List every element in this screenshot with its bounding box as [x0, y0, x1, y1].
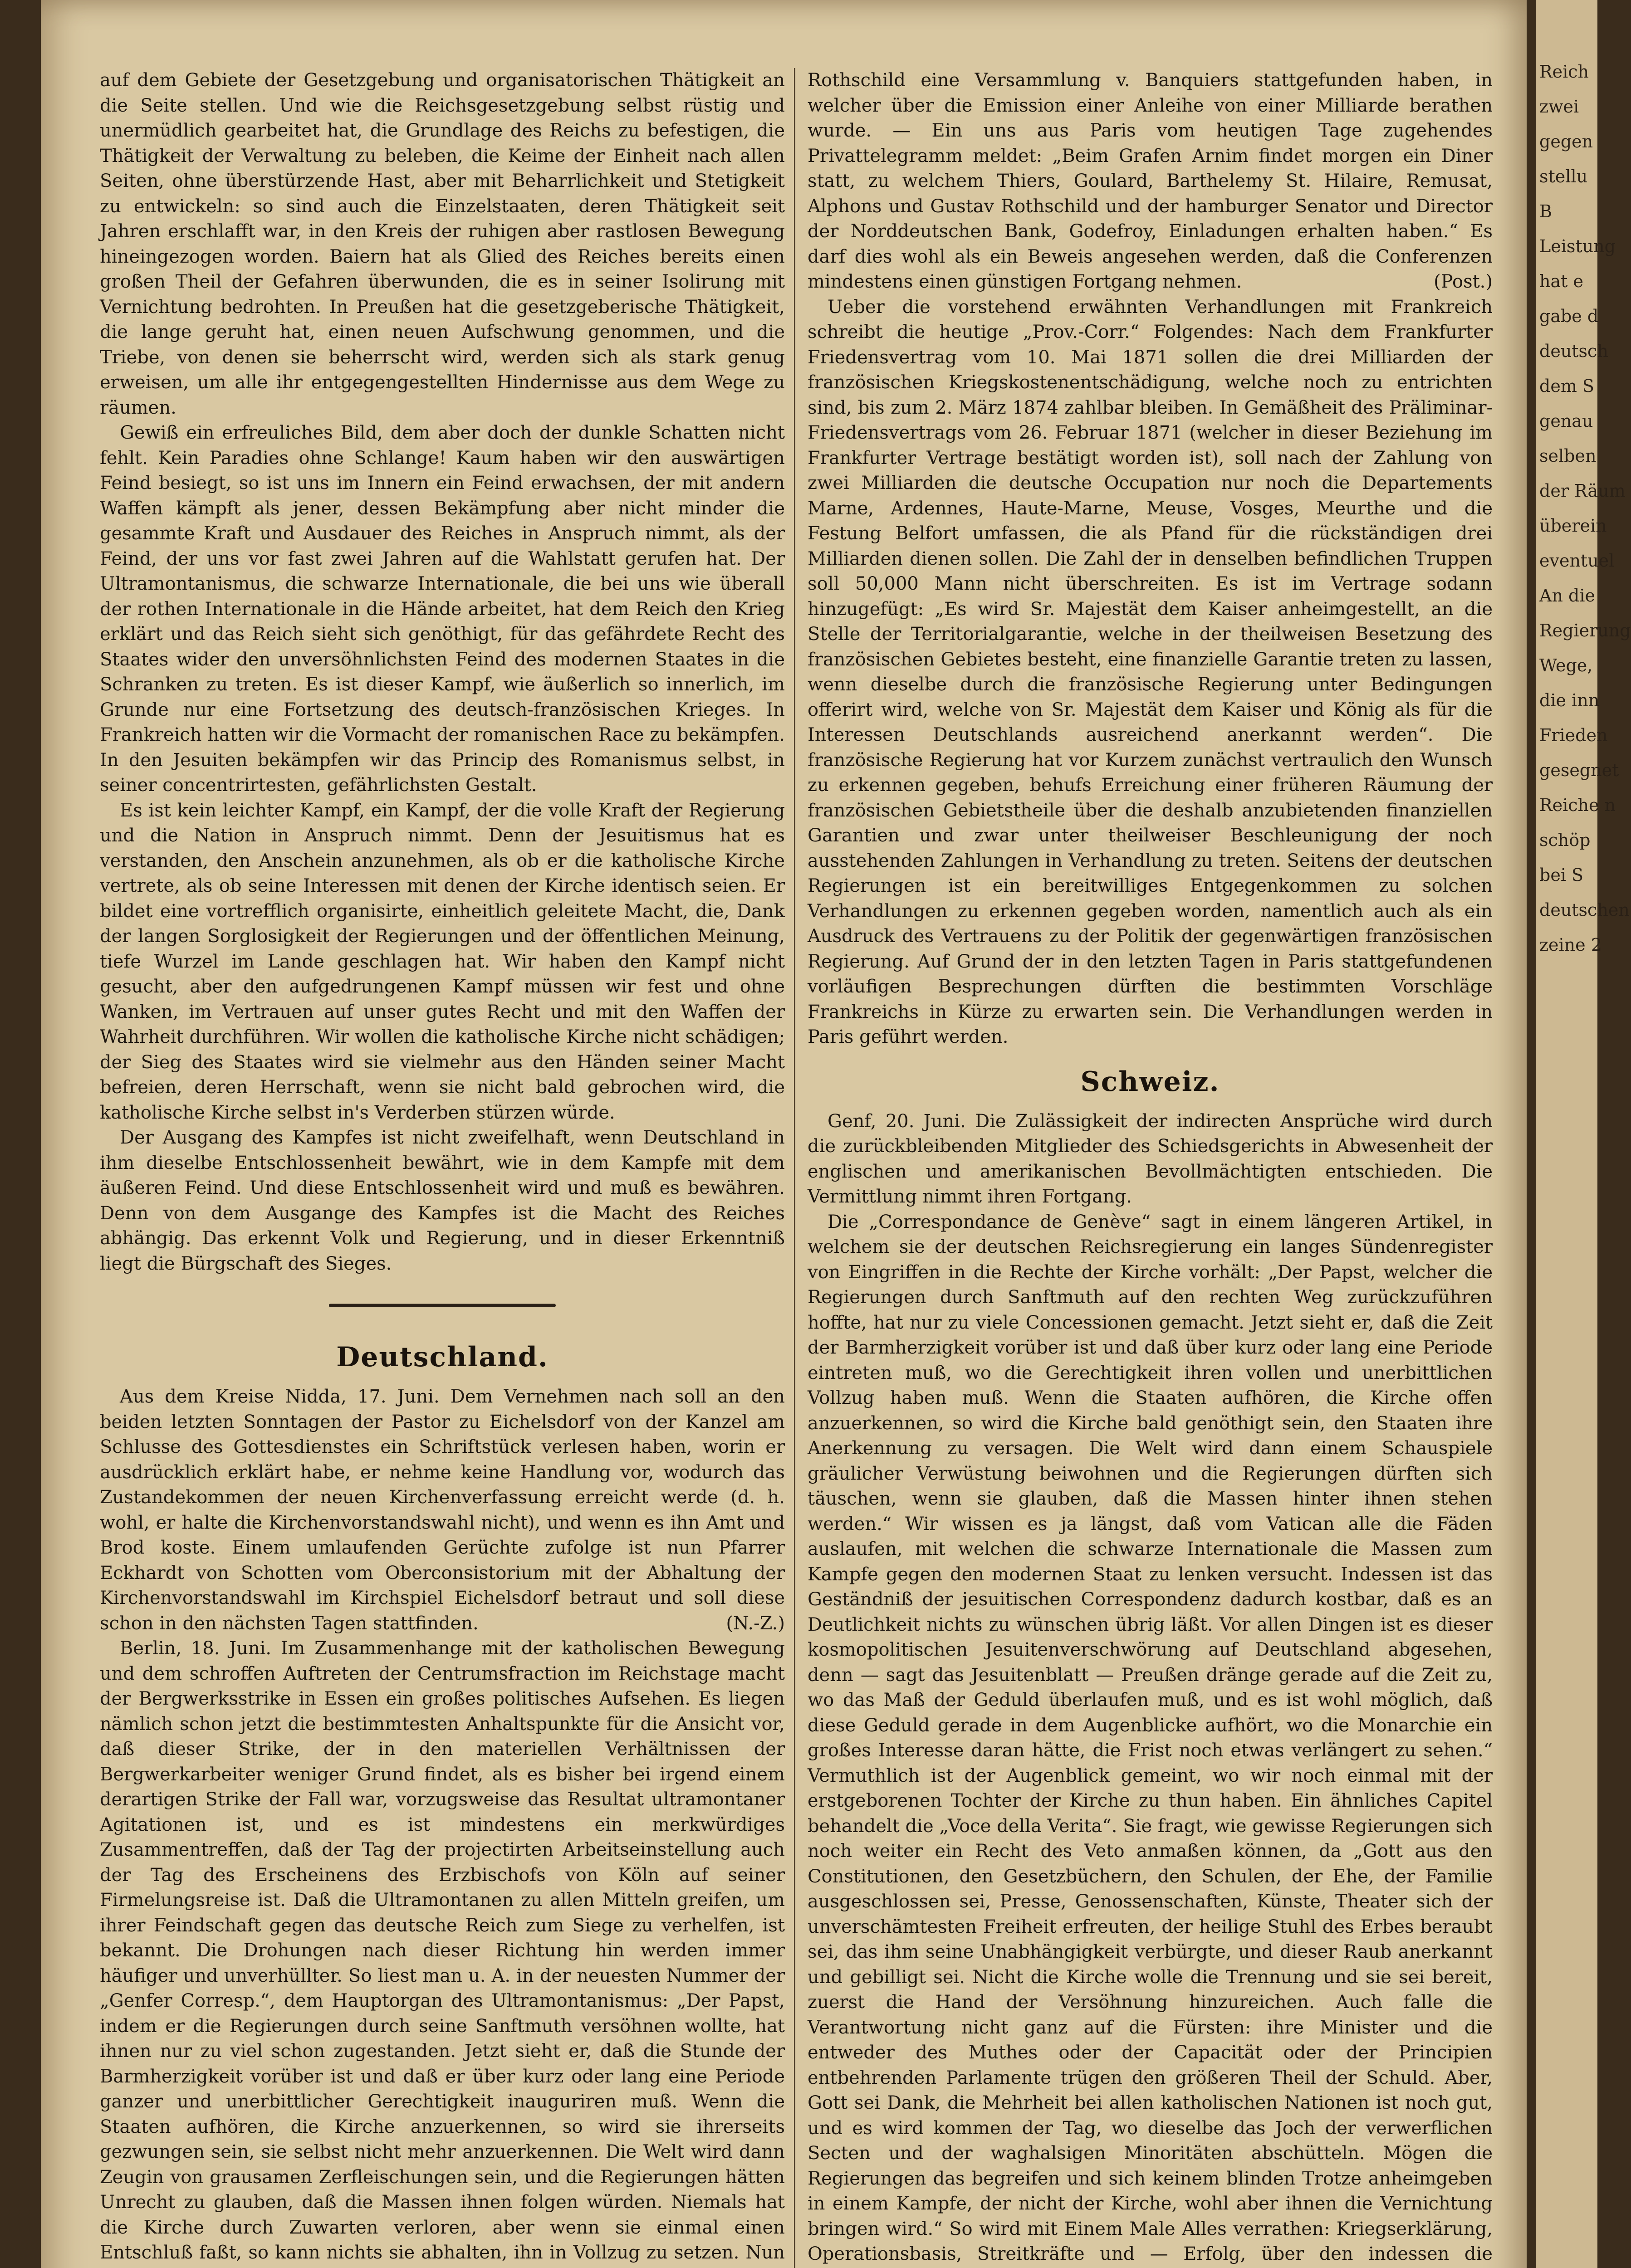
- adjacent-page-fragment: selben: [1539, 446, 1597, 466]
- adjacent-page-fragment: An die: [1539, 586, 1595, 606]
- adjacent-page-fragment: Wege,: [1539, 655, 1593, 675]
- right-column: [808, 68, 1493, 2268]
- section-heading-deutschland: Deutschland.: [336, 1341, 549, 1373]
- adjacent-page-fragment: Regierung: [1539, 621, 1631, 640]
- left-column: [100, 68, 785, 2268]
- article-paragraph: Genf, 20. Juni. Die Zulässigkeit der indirecten Ansprüche wird durch die zurückbleibenden Mitglieder des Schiedsgerichts in Abwesenheit der englischen und amerikanischen Bevollmächtigten entschieden. Die Vermittlung nimmt ihren Fortgang.: [808, 1110, 1493, 1207]
- adjacent-page-fragment: gabe d: [1539, 306, 1599, 326]
- adjacent-page-fragment: Reiche n: [1539, 795, 1616, 815]
- source-signature: (Post.): [1434, 271, 1493, 292]
- adjacent-page-fragment: gesegnet: [1539, 760, 1619, 780]
- adjacent-page-fragment: der Räum: [1539, 481, 1626, 501]
- adjacent-page-fragment: Reich: [1539, 62, 1589, 82]
- adjacent-page-fragment: genau: [1539, 411, 1593, 431]
- adjacent-page-fragment: bei S: [1539, 865, 1584, 885]
- column-divider: [794, 68, 795, 2268]
- source-signature: (N.-Z.): [726, 1613, 785, 1634]
- newspaper-page: [41, 0, 1527, 2268]
- article-paragraph: Die „Correspondance de Genève“ sagt in einem längeren Artikel, in welchem sie der deutschen Reichsregierung ein langes Sündenregister von Eingriffen in die Rechte der Kirche vorhält: „Der Papst, welcher die Regierungen durch Sanftmuth auf den rechten Weg zurückzuführen hoffte, hat nur zu viele Concessionen gemacht. Jetzt sieht er, daß die Zeit der Barmherzigkeit vorüber ist und daß über kurz oder lang eine Periode eintreten muß, wo die Gerechtigkeit ihren vollen und unerbittlichen Vollzug haben muß. Wenn die Staaten aufhören, die Kirche offen anzuerkennen, so wird die Kirche bald genöthigt sein, den Staaten ihre Anerkennung zu versagen. Die Welt wird dann einem Schauspiele gräulicher Verwüstung beiwohnen und die Regierungen dürften sich täuschen, wenn sie glauben, daß die Massen hinter ihnen stehen werden.“ Wir wissen es ja längst, daß vom Vatican alle die Fäden auslaufen, mit welchen die schwarze Internationale die Massen zum Kampfe gegen den modernen Staat zu lenken versucht. Indessen ist das Geständniß der jesuitischen Correspondenz dadurch kostbar, daß es an Deutlichkeit nichts zu wünschen übrig läßt. Vor allen Dingen ist es dieser kosmopolitischen Jesuitenverschwörung auf Deutschland abgesehen, denn — sagt das Jesuitenblatt — Preußen dränge gerade auf die Zeit zu, wo das Maß der Geduld überlaufen muß, und es ist wohl möglich, daß diese Geduld gerade in dem Augenblicke aufhört, wo die Monarchie ein großes Interesse daran hätte, die Frist noch etwas verlängert zu sehen.“ Vermuthlich ist der Augenblick gemeint, wo wir noch einmal mit der erstgeborenen Tochter der Kirche zu thun haben. Ein ähnliches Capitel behandelt die „Voce della Verita“. Sie fragt, wie gewisse Regierungen sich noch weiter ein Recht des Veto anmaßen können, da „Gott aus den Constitutionen, den Gesetzbüchern, den Schulen, der Ehe, der Familie ausgeschlossen sei, Presse, Genossenschaften, Künste, Theater sich der unverschämtesten Freiheit erfreuten, der heilige Stuhl des Erbes beraubt sei, das ihm seine Unabhängigkeit verbürgte, und dieser Raub anerkannt und gebilligt sei. Nicht die Kirche wolle die Trennung und sie sei bereit, zuerst die Hand der Versöhnung hinzureichen. Auch falle die Verantwortung nicht ganz auf die Fürsten: ihre Minister und die entweder des Muthes oder der Capacität oder der Principien entbehrenden Parlamente trügen den größeren Theil der Schuld. Aber, Gott sei Dank, die Mehrheit bei allen katholischen Nationen ist noch gut, und es wird kommen der Tag, wo dieselbe das Joch der verwerflichen Secten und der waghalsigen Minoritäten abschütteln. Mögen die Regierungen das begreifen und sich keinem blinden Trotze anheimgeben in einem Kampfe, der nicht der Kirche, wohl aber ihnen die Vernichtung bringen wird.“ So wird mit Einem Male Alles verrathen: Kriegserklärung, Operationsbasis, Streitkräfte und — Erfolg, über den indessen die: [808, 1211, 1493, 2264]
- paragraph: [808, 68, 1493, 295]
- adjacent-page-fragment: hat e: [1539, 271, 1583, 291]
- adjacent-page-fragment: stellu: [1539, 166, 1588, 186]
- adjacent-page-fragment: überein: [1539, 516, 1607, 536]
- adjacent-page-fragment: B: [1539, 201, 1552, 221]
- paragraph: Der Ausgang des Kampfes ist nicht zweifelhaft, wenn Deutschland in ihm dieselbe Entschlossenheit bewährt, wie in dem Kampfe mit dem äußeren Feind. Und diese Entschlossenheit wird und muß es bewähren. Denn von dem Ausgange des Kampfes ist die Macht des Reiches abhängig. Das erkennt Volk und Regierung, und in dieser Erkenntniß liegt die Bürgschaft des Sieges.: [100, 1127, 785, 1274]
- adjacent-page-fragment: gegen: [1539, 132, 1593, 152]
- paragraph: Es ist kein leichter Kampf, ein Kampf, der die volle Kraft der Regierung und die Nation in Anspruch nimmt. Denn der Jesuitismus hat es verstanden, den Anschein anzunehmen, als ob er die katholische Kirche vertrete, als ob seine Interessen mit denen der Kirche identisch seien. Er bildet eine vortrefflich organisirte, einheitlich geleitete Macht, die, Dank der langen Sorglosigkeit der Regierungen und der öffentlichen Meinung, tiefe Wurzel im Lande geschlagen hat. Wir haben den Kampf nicht gesucht, aber den aufgedrungenen Kampf müssen wir fest und ohne Wanken, im Vertrauen auf unser gutes Recht und mit den Waffen der Wahrheit durchführen. Wir wollen die katholische Kirche nicht schädigen; der Sieg des Staates wird sie vielmehr aus den Händen seiner Macht befreien, deren Herrschaft, wenn sie nicht bald gebrochen wird, die katholische Kirche selbst in's Verderben stürzen würde.: [100, 800, 785, 1123]
- paragraph: Ueber die vorstehend erwähnten Verhandlungen mit Frankreich schreibt die heutige „Prov.-Corr.“ Folgendes: Nach dem Frankfurter Friedensvertrag vom 10. Mai 1871 sollen die drei Milliarden der französischen Kriegskostenentschädigung, welche noch zu entrichten sind, bis zum 2. März 1874 zahlbar bleiben. In Gemäßheit des Präliminar-Friedensvertrags vom 26. Februar 1871 (welcher in dieser Beziehung im Frankfurter Vertrage bestätigt worden ist), soll nach der Zahlung von zwei Milliarden die deutsche Occupation nur noch die Departements Marne, Ardennes, Haute-Marne, Meuse, Vosges, Meurthe und die Festung Belfort umfassen, die als Pfand für die rückständigen drei Milliarden dienen sollen. Die Zahl der in denselben befindlichen Truppen soll 50,000 Mann nicht überschreiten. Es ist im Vertrage sodann hinzugefügt: „Es wird Sr. Majestät dem Kaiser anheimgestellt, an die Stelle der Territorialgarantie, welche in der theilweisen Besetzung des französischen Gebietes besteht, eine finanzielle Garantie treten zu lassen, wenn dieselbe durch die französische Regierung unter Bedingungen offerirt wird, welche von Sr. Majestät dem Kaiser und König als für die Interessen Deutschlands ausreichend anerkannt werden“. Die französische Regierung hat vor Kurzem zunächst vertraulich den Wunsch zu erkennen gegeben, behufs Erreichung einer früheren Räumung der französischen Gebietstheile über die deshalb anzubietenden finanziellen Garantien und zwar unter theilweiser Beschleunigung der noch ausstehenden Zahlungen in Verhandlung zu treten. Seitens der deutschen Regierungen ist ein bereitwilliges Entgegenkommen zu solchen Verhandlungen zu erkennen gegeben worden, namentlich auch als ein Ausdruck des Vertrauens zu der Politik der gegenwärtigen französischen Regierung. Auf Grund der in den letzten Tagen in Paris stattgefundenen vorläufigen Besprechungen dürften die bestimmten Vorschläge Frankreichs in Kürze zu erwarten sein. Die Verhandlungen werden in Paris geführt werden.: [808, 296, 1493, 1047]
- adjacent-page-fragments: [1539, 54, 1631, 963]
- adjacent-page-fragment: deutsch: [1539, 341, 1608, 361]
- article-paragraph: [100, 1384, 785, 1636]
- section-heading-schweiz: Schweiz.: [1080, 1066, 1220, 1098]
- adjacent-page-fragment: die inn: [1539, 690, 1600, 710]
- adjacent-page-fragment: Frieden: [1539, 725, 1608, 745]
- article-paragraph: Berlin, 18. Juni. Im Zusammenhange mit der katholischen Bewegung und dem schroffen Auftreten der Centrumsfraction im Reichstage macht der Bergwerksstrike in Essen ein großes politisches Aufsehen. Es liegen nämlich schon jetzt die bestimmtesten Anhaltspunkte für die Ansicht vor, daß dieser Strike, der in den materiellen Verhältnissen der Bergwerkarbeiter weniger Grund findet, als es bisher bei irgend einem derartigen Strike der Fall war, vorzugsweise das Resultat ultramontaner Agitationen ist, und es ist mindestens ein merkwürdiges Zusammentreffen, daß der Tag der projectirten Arbeitseinstellung auch der Tag des Erscheinens des Erzbischofs von Köln auf seiner Firmelungsreise ist. Daß die Ultramontanen zu allen Mitteln greifen, um ihrer Feindschaft gegen das deutsche Reich zum Siege zu verhelfen, ist bekannt. Die Drohungen nach dieser Richtung hin werden immer häufiger und unverhüllter. So liest man u. A. in der neuesten Nummer der „Genfer Corresp.“, dem Hauptorgan des Ultramontanismus: „Der Papst, indem er die Regierungen durch seine Sanftmuth versöhnen wollte, hat ihnen nur zu viel schon zugestanden. Jetzt sieht er, daß die Stunde der Barmherzigkeit vorüber ist und daß er über kurz oder lang eine Periode ganzer und unerbittlicher Gerechtigkeit inauguriren muß. Wenn die Staaten aufhören, die Kirche anzuerkennen, so wird sie ihrerseits gezwungen sein, sie selbst nicht mehr anzuerkennen. Die Welt wird dann Zeugin von grausamen Zerfleischungen sein, und die Regierungen hätten Unrecht zu glauben, daß die Massen ihnen folgen würden. Niemals hat die Kirche durch Zuwarten verloren, aber wenn sie einmal einen Entschluß faßt, so kann nichts sie abhalten, ihn in Vollzug zu setzen. Nun: [100, 1638, 785, 2263]
- adjacent-page-fragment: deutschen: [1539, 900, 1630, 920]
- paragraph: auf dem Gebiete der Gesetzgebung und organisatorischen Thätigkeit an die Seite stellen. Und wie die Reichsgesetzgebung selbst rüstig und unermüdlich gearbeitet hat, die Grundlage des Reichs zu befestigen, die Thätigkeit der Verwaltung zu beleben, die Keime der Einheit nach allen Seiten, ohne überstürzende Hast, aber mit Beharrlichkeit und Stetigkeit zu entwickeln: so sind auch die Einzelstaaten, deren Thätigkeit seit Jahren erschlafft war, in den Kreis der ruhigen aber rastlosen Bewegung hineingezogen worden. Baiern hat als Glied des Reiches bereits einen großen Theil der Gefahren überwunden, die es in seiner Isolirung mit Vernichtung bedrohten. In Preußen hat die gesetzgeberische Thätigkeit, die lange geruht hat, einen neuen Aufschwung genommen, und die Triebe, von denen sie beherrscht wird, werden sich als stark genug erweisen, um alle ihr entgegengestellten Hindernisse aus dem Wege zu räumen.: [100, 70, 785, 418]
- adjacent-page-fragment: dem S: [1539, 376, 1594, 396]
- section-separator: [329, 1304, 556, 1307]
- adjacent-page-fragment: zwei: [1539, 97, 1579, 117]
- adjacent-page-fragment: Leistung: [1539, 236, 1616, 256]
- paragraph: Gewiß ein erfreuliches Bild, dem aber doch der dunkle Schatten nicht fehlt. Kein Paradies ohne Schlange! Kaum haben wir den auswärtigen Feind besiegt, so ist uns im Innern ein Feind erwachsen, der mit andern Waffen kämpft als jener, dessen Bekämpfung aber nicht minder die gesammte Kraft und Ausdauer des Reiches in Anspruch nimmt, als der Feind, der uns vor fast zwei Jahren auf die Wahlstatt gerufen hat. Der Ultramontanismus, die schwarze Internationale, die bei uns wie überall der rothen Internationale in die Hände arbeitet, hat dem Reich den Krieg erklärt und das Reich sieht sich genöthigt, für das gefährdete Recht des Staates wider den unversöhnlichsten Feind des modernen Staates in die Schranken zu treten. Es ist dieser Kampf, wie äußerlich so innerlich, im Grunde nur eine Fortsetzung des deutsch-französischen Krieges. In Frankreich hatten wir die Vormacht der romanischen Race zu bekämpfen. In den Jesuiten bekämpfen wir das Princip des Romanismus selbst, in seiner concentrirtesten, gefährlichsten Gestalt.: [100, 422, 785, 796]
- adjacent-page-fragment: zeine 2: [1539, 935, 1602, 955]
- article-text: Aus dem Kreise Nidda, 17. Juni. Dem Vernehmen nach soll an den beiden letzten Sonntagen der Pastor zu Eichelsdorf von der Kanzel am Schlusse des Gottesdienstes ein Schriftstück verlesen haben, worin er ausdrücklich erklärt habe, er nehme keine Handlung vor, wodurch das Zustandekommen der neuen Kirchenverfassung erreicht werde (d. h. wohl, er halte die Kirchenvorstandswahl nicht), und wenn es ihn Amt und Brod koste. Einem umlaufenden Gerüchte zufolge ist nun Pfarrer Eckhardt von Schotten vom Oberconsistorium mit der Abhaltung der Kirchenvorstandswahl im Kirchspiel Eichelsdorf betraut und soll diese schon in den nächsten Tagen stattfinden.: [100, 1386, 785, 1634]
- adjacent-page-fragment: schöp: [1539, 830, 1591, 850]
- adjacent-page-fragment: eventuel: [1539, 551, 1615, 571]
- adjacent-page-edge: [1536, 0, 1631, 2268]
- article-text: Rothschild eine Versammlung v. Banquiers stattgefunden haben, in welcher über die Emission einer Anleihe von einer Milliarde berathen wurde. — Ein uns aus Paris vom heutigen Tage zugehendes Privattelegramm meldet: „Beim Grafen Arnim findet morgen ein Diner statt, zu welchem Thiers, Goulard, Barthelemy St. Hilaire, Remusat, Alphons und Gustav Rothschild und der hamburger Senator und Director der Norddeutschen Bank, Godefroy, Einladungen erhalten haben.“ Es darf dies wohl als ein Beweis angesehen werden, daß die Conferenzen mindestens einen günstigen Fortgang nehmen.: [808, 70, 1493, 292]
